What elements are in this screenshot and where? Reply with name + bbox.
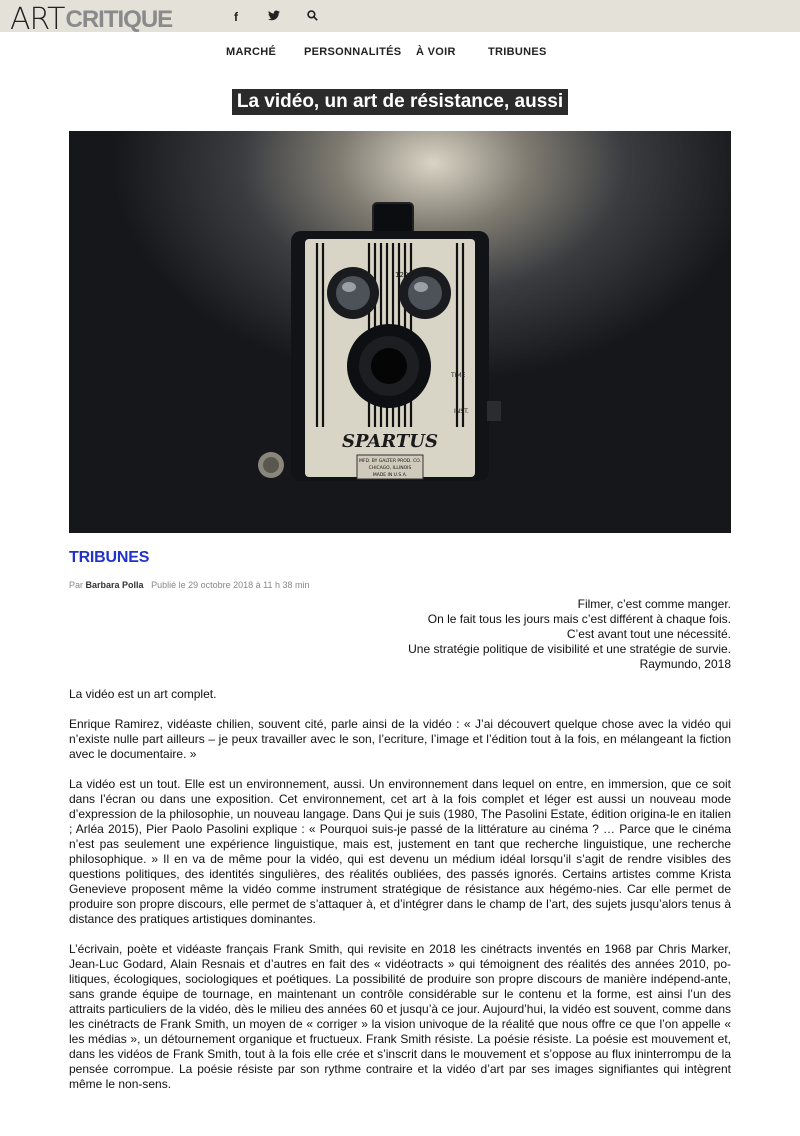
facebook-icon[interactable]: f [234, 10, 238, 24]
twitter-icon[interactable] [266, 9, 282, 25]
epigraph-quote [408, 597, 731, 672]
social-links [228, 8, 339, 26]
camera-plate-line-2: CHICAGO, ILLINOIS [368, 466, 412, 471]
site-logo[interactable] [10, 2, 172, 38]
article-body [69, 687, 731, 1107]
article-title: La vidéo, un art de résistance, aussi [232, 89, 568, 115]
nav-personnalites[interactable]: PERSONNALITÉS [304, 46, 402, 58]
camera-brand-text: SPARTUS [342, 431, 438, 452]
byline-prefix: Par [69, 580, 84, 590]
logo-art: ART [10, 2, 65, 37]
paragraph: La vidéo est un art complet. [69, 687, 217, 701]
camera-illustration [69, 131, 731, 533]
camera-inst-label: INST. [454, 408, 469, 415]
quote-line: Filmer, c’est comme manger. [577, 597, 731, 611]
logo-critique: CRITIQUE [65, 6, 173, 33]
quote-line: C’est avant tout une nécessité. [566, 627, 731, 641]
camera-small-label: 120 [395, 271, 409, 279]
headline-wrapper [0, 89, 800, 115]
quote-line: Une stratégie politique de visibilité et une stratégie de survie. [408, 642, 731, 656]
search-icon[interactable] [305, 9, 321, 25]
top-bar [0, 0, 800, 37]
paragraph: La vidéo est un tout. Elle est un environnement, aussi. Un environnement dans lequel on entre, en immersion, que ce soit dans l’écran ou dans une exposition. Cet environnement, cet art à la fois complet et léger est aussi un nouveau mode d’expression de la philosophie, un nouveau langage. Dans Qui je suis (1980, The Pasolini Estate, édition origina-le en italien ; Arléa 2015), Pier Paolo Pasolini explique : « Pourquoi suis-je passé de la littérature au cinéma ? … Parce que le cinéma n’est pas seulement une expérience linguistique, mais est, justement en tant que recherche linguistique, une recherche philosophique. » Il en va de même pour la vidéo, qui est devenu un médium idéal lorsqu’il s’agit de rendre visibles des questions politiques, des identités singulières, des réalités oubliées, des passés ignorés. Certains artistes comme Krista Genevieve proposent même la vidéo comme instrument stratégique de résistance aux hégémo-nies. Car elle permet de produire son propre discours, elle permet de s’attaquer à, et d’intégrer dans le champ de l’art, des sujets jusqu’alors tenus à distance des pratiques artistiques dominantes. [69, 777, 731, 926]
nav-tribunes[interactable]: TRIBUNES [488, 46, 547, 58]
quote-line: On le fait tous les jours mais c’est différent à chaque fois. [427, 612, 731, 626]
camera-plate-line-3: MADE IN U.S.A. [372, 473, 408, 478]
byline [69, 580, 310, 590]
quote-attribution: Raymundo, 2018 [639, 657, 731, 671]
publish-date: Publié le 29 octobre 2018 à 11 h 38 min [151, 580, 310, 590]
author-link[interactable]: Barbara Polla [85, 580, 144, 590]
camera-plate-line-1: MFD. BY GALTER PROD. CO. [358, 459, 422, 464]
paragraph: Enrique Ramirez, vidéaste chilien, souvent cité, parle ainsi de la vidéo : « J’ai découvert quelque chose avec la vidéo qui n’existe nulle part ailleurs – je peux travailler avec le son, l’ecriture, l’image et l’édition tout à la fois, en mélangeant la fiction avec le documentaire. » [69, 717, 731, 761]
hero-image [69, 131, 731, 533]
nav-a-voir[interactable]: À VOIR [416, 46, 456, 58]
paragraph: L’écrivain, poète et vidéaste français Frank Smith, qui revisite en 2018 les cinétracts inventés en 1968 par Chris Marker, Jean-Luc Godard, Alain Resnais et d’autres en fait des « vidéotracts » qui témoignent des réalités des années 2010, po-litiques, écologiques, sociologiques et poétiques. La possibilité de produire son propre discours de manière indépend-ante, sans grande équipe de tournage, en maintenant un contrôle considérable sur le contenu et la forme, est ainsi l’un des attraits particuliers de la vidéo, dès le milieu des années 60 et jusqu’à ce jour. Aujourd’hui, la vidéo est souvent, comme dans les cinétracts de Frank Smith, un moyen de « corriger » la vision univoque de la réalité que nous offre ce que l’on appelle « les médias », un détournement organique et fructueux. Frank Smith résiste. La poésie résiste. La poésie est mouvement et, dans les vidéos de Frank Smith, tout à la fois elle crée et s’inscrit dans le mouvement et s’oppose au flux ininterrompu de la pensée corrompue. La poésie résiste par son rythme contraire et la vidéo d’art par ses images signifiantes qui intègrent même le non-sens. [69, 942, 731, 1091]
camera-time-label: TIME [451, 372, 466, 379]
nav-marche[interactable]: MARCHÉ [226, 46, 277, 58]
section-category[interactable]: TRIBUNES [69, 549, 150, 566]
